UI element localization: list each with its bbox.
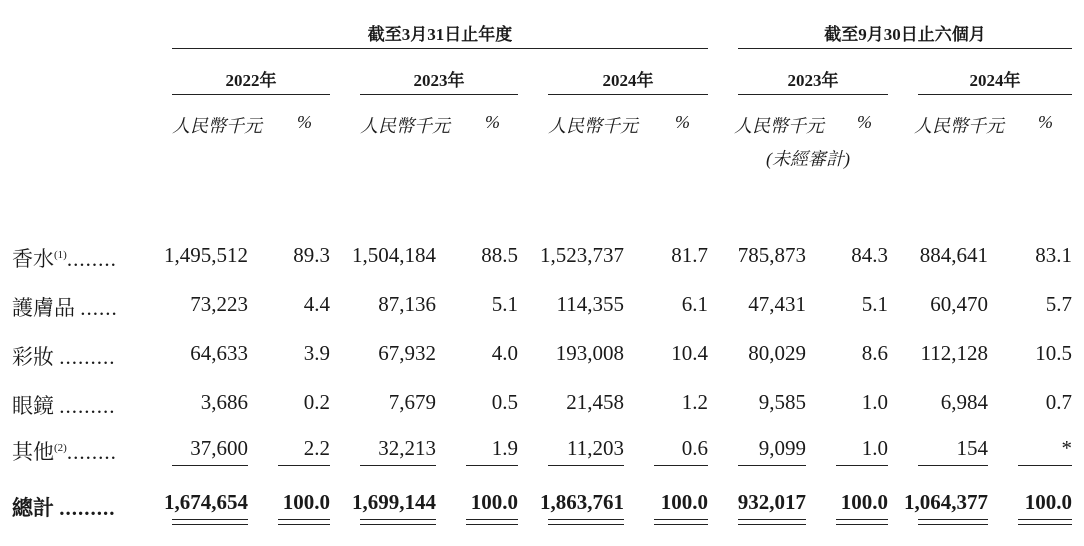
unit-amount-h1-2024: 人民幣千元 xyxy=(914,116,1004,136)
table-cell: 785,873 xyxy=(737,243,806,267)
subtotal-rule-10 xyxy=(1018,465,1072,466)
unit-pct-2024: % xyxy=(675,112,690,132)
total-double-rule xyxy=(466,524,518,525)
table-cell: 5.7 xyxy=(1045,292,1072,316)
row-label-total: 總計 ......... xyxy=(12,496,116,520)
total-double-rule xyxy=(654,519,708,520)
subtotal-rule-6 xyxy=(654,465,708,466)
table-cell: 1,523,737 xyxy=(540,243,624,267)
table-cell: 87,136 xyxy=(378,292,436,316)
unit-amount-2023: 人民幣千元 xyxy=(360,116,450,136)
table-cell: 4.4 xyxy=(303,292,330,316)
unit-amount-2024: 人民幣千元 xyxy=(548,116,638,136)
table-cell: 2.2 xyxy=(303,436,330,460)
total-double-rule xyxy=(278,524,330,525)
table-cell: 6,984 xyxy=(940,390,988,414)
total-double-rule xyxy=(738,524,806,525)
unit-pct-h1-2024: % xyxy=(1038,112,1053,132)
total-cell: 1,674,654 xyxy=(164,490,248,514)
total-double-rule xyxy=(654,524,708,525)
table-cell: 154 xyxy=(956,436,988,460)
table-cell: 9,099 xyxy=(758,436,806,460)
year-header-2023: 2023年 xyxy=(413,71,465,90)
table-cell: 89.3 xyxy=(293,243,330,267)
year-rule-2022 xyxy=(172,94,330,95)
total-double-rule xyxy=(548,524,624,525)
total-double-rule xyxy=(466,519,518,520)
table-cell: 37,600 xyxy=(190,436,248,460)
table-cell: 84.3 xyxy=(851,243,888,267)
fiscal-year-group-rule xyxy=(172,48,708,49)
year-header-2024: 2024年 xyxy=(602,71,654,90)
table-cell: 73,223 xyxy=(190,292,248,316)
unit-pct-2022: % xyxy=(297,112,312,132)
table-cell: 64,633 xyxy=(190,341,248,365)
year-rule-h1-2024 xyxy=(918,94,1072,95)
fiscal-year-group-header: 截至3月31日止年度 xyxy=(367,25,513,44)
table-cell: 0.7 xyxy=(1045,390,1072,414)
row-label-eyewear: 眼鏡 ......... xyxy=(12,394,116,418)
total-double-rule xyxy=(836,524,888,525)
table-cell: 10.5 xyxy=(1035,341,1072,365)
total-cell: 100.0 xyxy=(840,490,888,514)
total-double-rule xyxy=(1018,519,1072,520)
table-cell: 3,686 xyxy=(200,390,248,414)
total-double-rule xyxy=(918,524,988,525)
table-cell: 1,495,512 xyxy=(164,243,248,267)
half-year-group-rule xyxy=(738,48,1072,49)
total-double-rule xyxy=(360,519,436,520)
unaudited-note: (未經審計) xyxy=(766,149,850,169)
total-double-rule xyxy=(1018,524,1072,525)
table-cell: 21,458 xyxy=(566,390,624,414)
table-cell: 47,431 xyxy=(748,292,806,316)
total-cell: 100.0 xyxy=(1024,490,1072,514)
year-rule-h1-2023 xyxy=(738,94,888,95)
table-cell: 0.5 xyxy=(491,390,518,414)
row-label-skincare: 護膚品 ...... xyxy=(12,296,118,320)
row-label-makeup: 彩妝 ......... xyxy=(12,345,116,369)
table-cell: 4.0 xyxy=(491,341,518,365)
total-cell: 100.0 xyxy=(282,490,330,514)
table-cell: 7,679 xyxy=(388,390,436,414)
table-cell: 32,213 xyxy=(378,436,436,460)
table-cell: 81.7 xyxy=(671,243,708,267)
unit-amount-2022: 人民幣千元 xyxy=(172,116,262,136)
subtotal-rule-1 xyxy=(172,465,248,466)
table-cell: 67,932 xyxy=(378,341,436,365)
total-double-rule xyxy=(172,524,248,525)
half-year-group-header: 截至9月30日止六個月 xyxy=(824,25,986,44)
subtotal-rule-4 xyxy=(466,465,518,466)
table-cell: 3.9 xyxy=(303,341,330,365)
table-cell: 8.6 xyxy=(861,341,888,365)
subtotal-rule-9 xyxy=(918,465,988,466)
table-cell: 9,585 xyxy=(758,390,806,414)
row-label-perfume: 香水$^{(1)}$........ xyxy=(12,247,117,271)
total-cell: 1,699,144 xyxy=(352,490,436,514)
table-cell: * xyxy=(1061,436,1072,460)
year-rule-2023 xyxy=(360,94,518,95)
table-cell: 6.1 xyxy=(681,292,708,316)
year-header-h1-2024: 2024年 xyxy=(969,71,1021,90)
table-cell: 1.2 xyxy=(681,390,708,414)
total-double-rule xyxy=(836,519,888,520)
table-cell: 83.1 xyxy=(1035,243,1072,267)
table-cell: 0.2 xyxy=(303,390,330,414)
table-cell: 112,128 xyxy=(920,341,988,365)
table-cell: 193,008 xyxy=(555,341,624,365)
unit-pct-2023: % xyxy=(485,112,500,132)
total-double-rule xyxy=(360,524,436,525)
total-cell: 932,017 xyxy=(737,490,806,514)
table-cell: 1,504,184 xyxy=(352,243,436,267)
row-label-others: 其他$^{(2)}$........ xyxy=(12,440,117,464)
subtotal-rule-5 xyxy=(548,465,624,466)
table-cell: 114,355 xyxy=(556,292,624,316)
table-cell: 88.5 xyxy=(481,243,518,267)
table-cell: 1.0 xyxy=(861,436,888,460)
subtotal-rule-7 xyxy=(738,465,806,466)
year-header-h1-2023: 2023年 xyxy=(787,71,839,90)
table-cell: 80,029 xyxy=(748,341,806,365)
year-header-2022: 2022年 xyxy=(225,71,277,90)
unit-amount-h1-2023: 人民幣千元 xyxy=(734,116,824,136)
table-cell: 884,641 xyxy=(919,243,988,267)
total-cell: 100.0 xyxy=(660,490,708,514)
total-cell: 100.0 xyxy=(470,490,518,514)
table-cell: 10.4 xyxy=(671,341,708,365)
total-cell: 1,064,377 xyxy=(904,490,988,514)
table-cell: 5.1 xyxy=(491,292,518,316)
table-cell: 11,203 xyxy=(567,436,624,460)
table-cell: 60,470 xyxy=(930,292,988,316)
total-double-rule xyxy=(548,519,624,520)
unit-pct-h1-2023: % xyxy=(857,112,872,132)
total-double-rule xyxy=(738,519,806,520)
total-double-rule xyxy=(918,519,988,520)
subtotal-rule-3 xyxy=(360,465,436,466)
table-cell: 1.9 xyxy=(491,436,518,460)
table-cell: 5.1 xyxy=(861,292,888,316)
subtotal-rule-8 xyxy=(836,465,888,466)
total-double-rule xyxy=(278,519,330,520)
year-rule-2024 xyxy=(548,94,708,95)
table-cell: 0.6 xyxy=(681,436,708,460)
total-double-rule xyxy=(172,519,248,520)
total-cell: 1,863,761 xyxy=(540,490,624,514)
subtotal-rule-2 xyxy=(278,465,330,466)
table-cell: 1.0 xyxy=(861,390,888,414)
